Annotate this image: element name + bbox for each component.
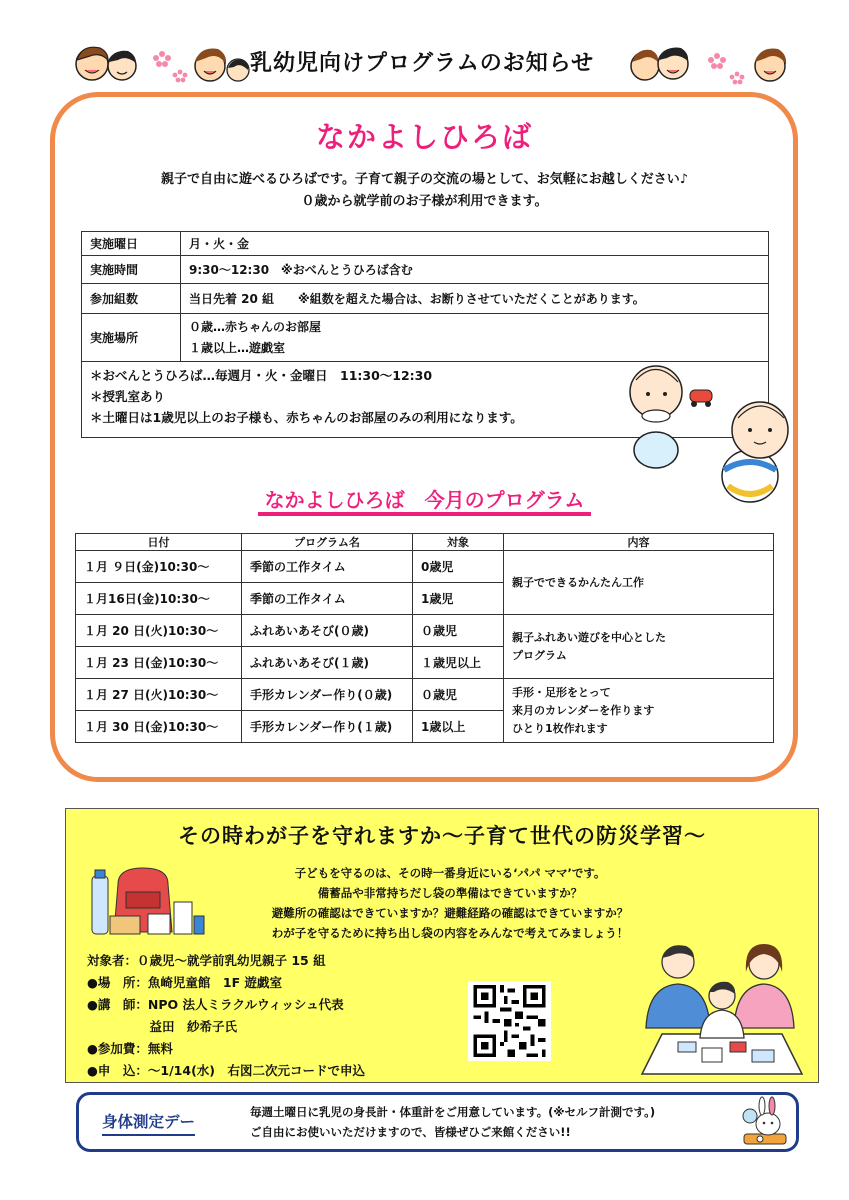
content-line: 親子でできるかんたん工作 [512, 575, 644, 589]
table-cell: 実施曜日 [82, 232, 181, 256]
section-title: その時わが子を守れますか～子育て世代の防災学習～ [178, 824, 706, 848]
column-header: 日付 [76, 534, 242, 551]
target-cell: 1歳児 [413, 583, 504, 615]
table-row [76, 615, 774, 647]
info-table [81, 231, 769, 362]
content-cell [504, 679, 774, 743]
section-title: なかよしひろば 今月のプログラム [264, 488, 585, 512]
date-cell: １月16日(金)10:30～ [76, 583, 242, 615]
seminar-detail: ●講 師：NPO 法人ミラクルウィッシュ代表 [87, 997, 344, 1012]
qr-code-icon[interactable] [468, 981, 551, 1061]
table-cell [181, 314, 769, 362]
column-header: 内容 [504, 534, 774, 551]
page-title: 乳幼児向けプログラムのお知らせ [250, 51, 595, 76]
target-cell: １歳児以上 [413, 647, 504, 679]
intro-text: 親子で自由に遊べるひろばです。子育て親子の交流の場として、お気軽にお越しください♪ [161, 172, 688, 187]
date-cell: １月 30 日(金)10:30～ [76, 711, 242, 743]
seminar-detail: ●場 所：魚崎児童館 1F 遊戯室 [87, 975, 282, 990]
seminar-detail: 益田 紗希子氏 [87, 1019, 238, 1034]
date-cell: １月 23 日(金)10:30～ [76, 647, 242, 679]
seminar-message: 避難所の確認はできていますか？避難経路の確認はできていますか？ [271, 906, 629, 920]
content-line: ひとり1枚作れます [512, 721, 608, 735]
intro-text: ０歳から就学前のお子様が利用できます。 [301, 194, 548, 209]
title-underline [258, 512, 591, 516]
note-line: ＊土曜日は1歳児以上のお子様も、赤ちゃんのお部屋のみの利用になります。 [90, 410, 523, 425]
location-line: ０歳…赤ちゃんのお部屋 [189, 319, 322, 334]
kids-illustration-icon [70, 40, 250, 86]
measure-title: 身体測定デー [102, 1110, 195, 1136]
seminar-message: 備蓄品や非常持ちだし袋の準備はできていますか？ [317, 886, 583, 900]
column-header: 対象 [413, 534, 504, 551]
table-row [82, 256, 769, 284]
table-header-row [76, 534, 774, 551]
table-cell: 実施場所 [82, 314, 181, 362]
seminar-detail: 対象者：０歳児～就学前乳幼児親子 15 組 [87, 953, 326, 968]
table-row [82, 284, 769, 314]
content-cell [504, 615, 774, 679]
target-cell: ０歳児 [413, 679, 504, 711]
measure-text: 毎週土曜日に乳児の身長計・体重計をご用意しています。(※セルフ計測です。) [250, 1105, 656, 1119]
content-line: 親子ふれあい遊びを中心とした [512, 630, 666, 644]
program-cell: 手形カレンダー作り(１歳) [242, 711, 413, 743]
target-cell: 0歳児 [413, 551, 504, 583]
location-line: １歳以上…遊戯室 [189, 340, 286, 355]
program-cell: 季節の工作タイム [242, 551, 413, 583]
kids-illustration-icon [625, 40, 800, 86]
target-cell: 1歳以上 [413, 711, 504, 743]
program-cell: 季節の工作タイム [242, 583, 413, 615]
date-cell: １月 ９日(金)10:30～ [76, 551, 242, 583]
table-cell: 月・火・金 [181, 232, 769, 256]
date-cell: １月 20 日(火)10:30～ [76, 615, 242, 647]
table-cell: 実施時間 [82, 256, 181, 284]
note-line: ＊おべんとうひろば…毎週月・火・金曜日 11:30～12:30 [90, 368, 433, 383]
content-cell [504, 551, 774, 615]
seminar-message: わが子を守るために持ち出し袋の内容をみんなで考えてみましょう！ [271, 926, 629, 940]
table-row [82, 314, 769, 362]
seminar-message: 子どもを守るのは、その時一番身近にいる‘パパ ママ’です。 [294, 866, 606, 880]
program-cell: ふれあいあそび(１歳) [242, 647, 413, 679]
content-line: プログラム [512, 648, 567, 662]
note-line: ＊授乳室あり [90, 389, 166, 404]
table-cell: 9:30～12:30 ※おべんとうひろば含む [181, 256, 769, 284]
table-row [82, 232, 769, 256]
rabbit-scale-icon [738, 1096, 792, 1148]
program-table [75, 533, 774, 743]
content-line: 手形・足形をとって [512, 685, 611, 699]
content-line: 来月のカレンダーを作ります [512, 703, 655, 717]
family-illustration-icon [632, 938, 810, 1078]
target-cell: ０歳児 [413, 615, 504, 647]
date-cell: １月 27 日(火)10:30～ [76, 679, 242, 711]
table-row [76, 679, 774, 711]
seminar-detail: ●参加費：無料 [87, 1041, 173, 1056]
table-row [76, 551, 774, 583]
measure-text: ご自由にお使いいただけますので、皆様ぜひご来館ください!! [250, 1125, 571, 1139]
column-header: プログラム名 [242, 534, 413, 551]
program-cell: 手形カレンダー作り(０歳) [242, 679, 413, 711]
seminar-detail: ●申 込：～1/14(水) 右図二次元コードで申込 [87, 1063, 365, 1078]
table-cell: 参加組数 [82, 284, 181, 314]
section-title: なかよしひろば [315, 120, 533, 154]
program-cell: ふれあいあそび(０歳) [242, 615, 413, 647]
table-cell: 当日先着 20 組 ※組数を超えた場合は、お断りさせていただくことがあります。 [181, 284, 769, 314]
